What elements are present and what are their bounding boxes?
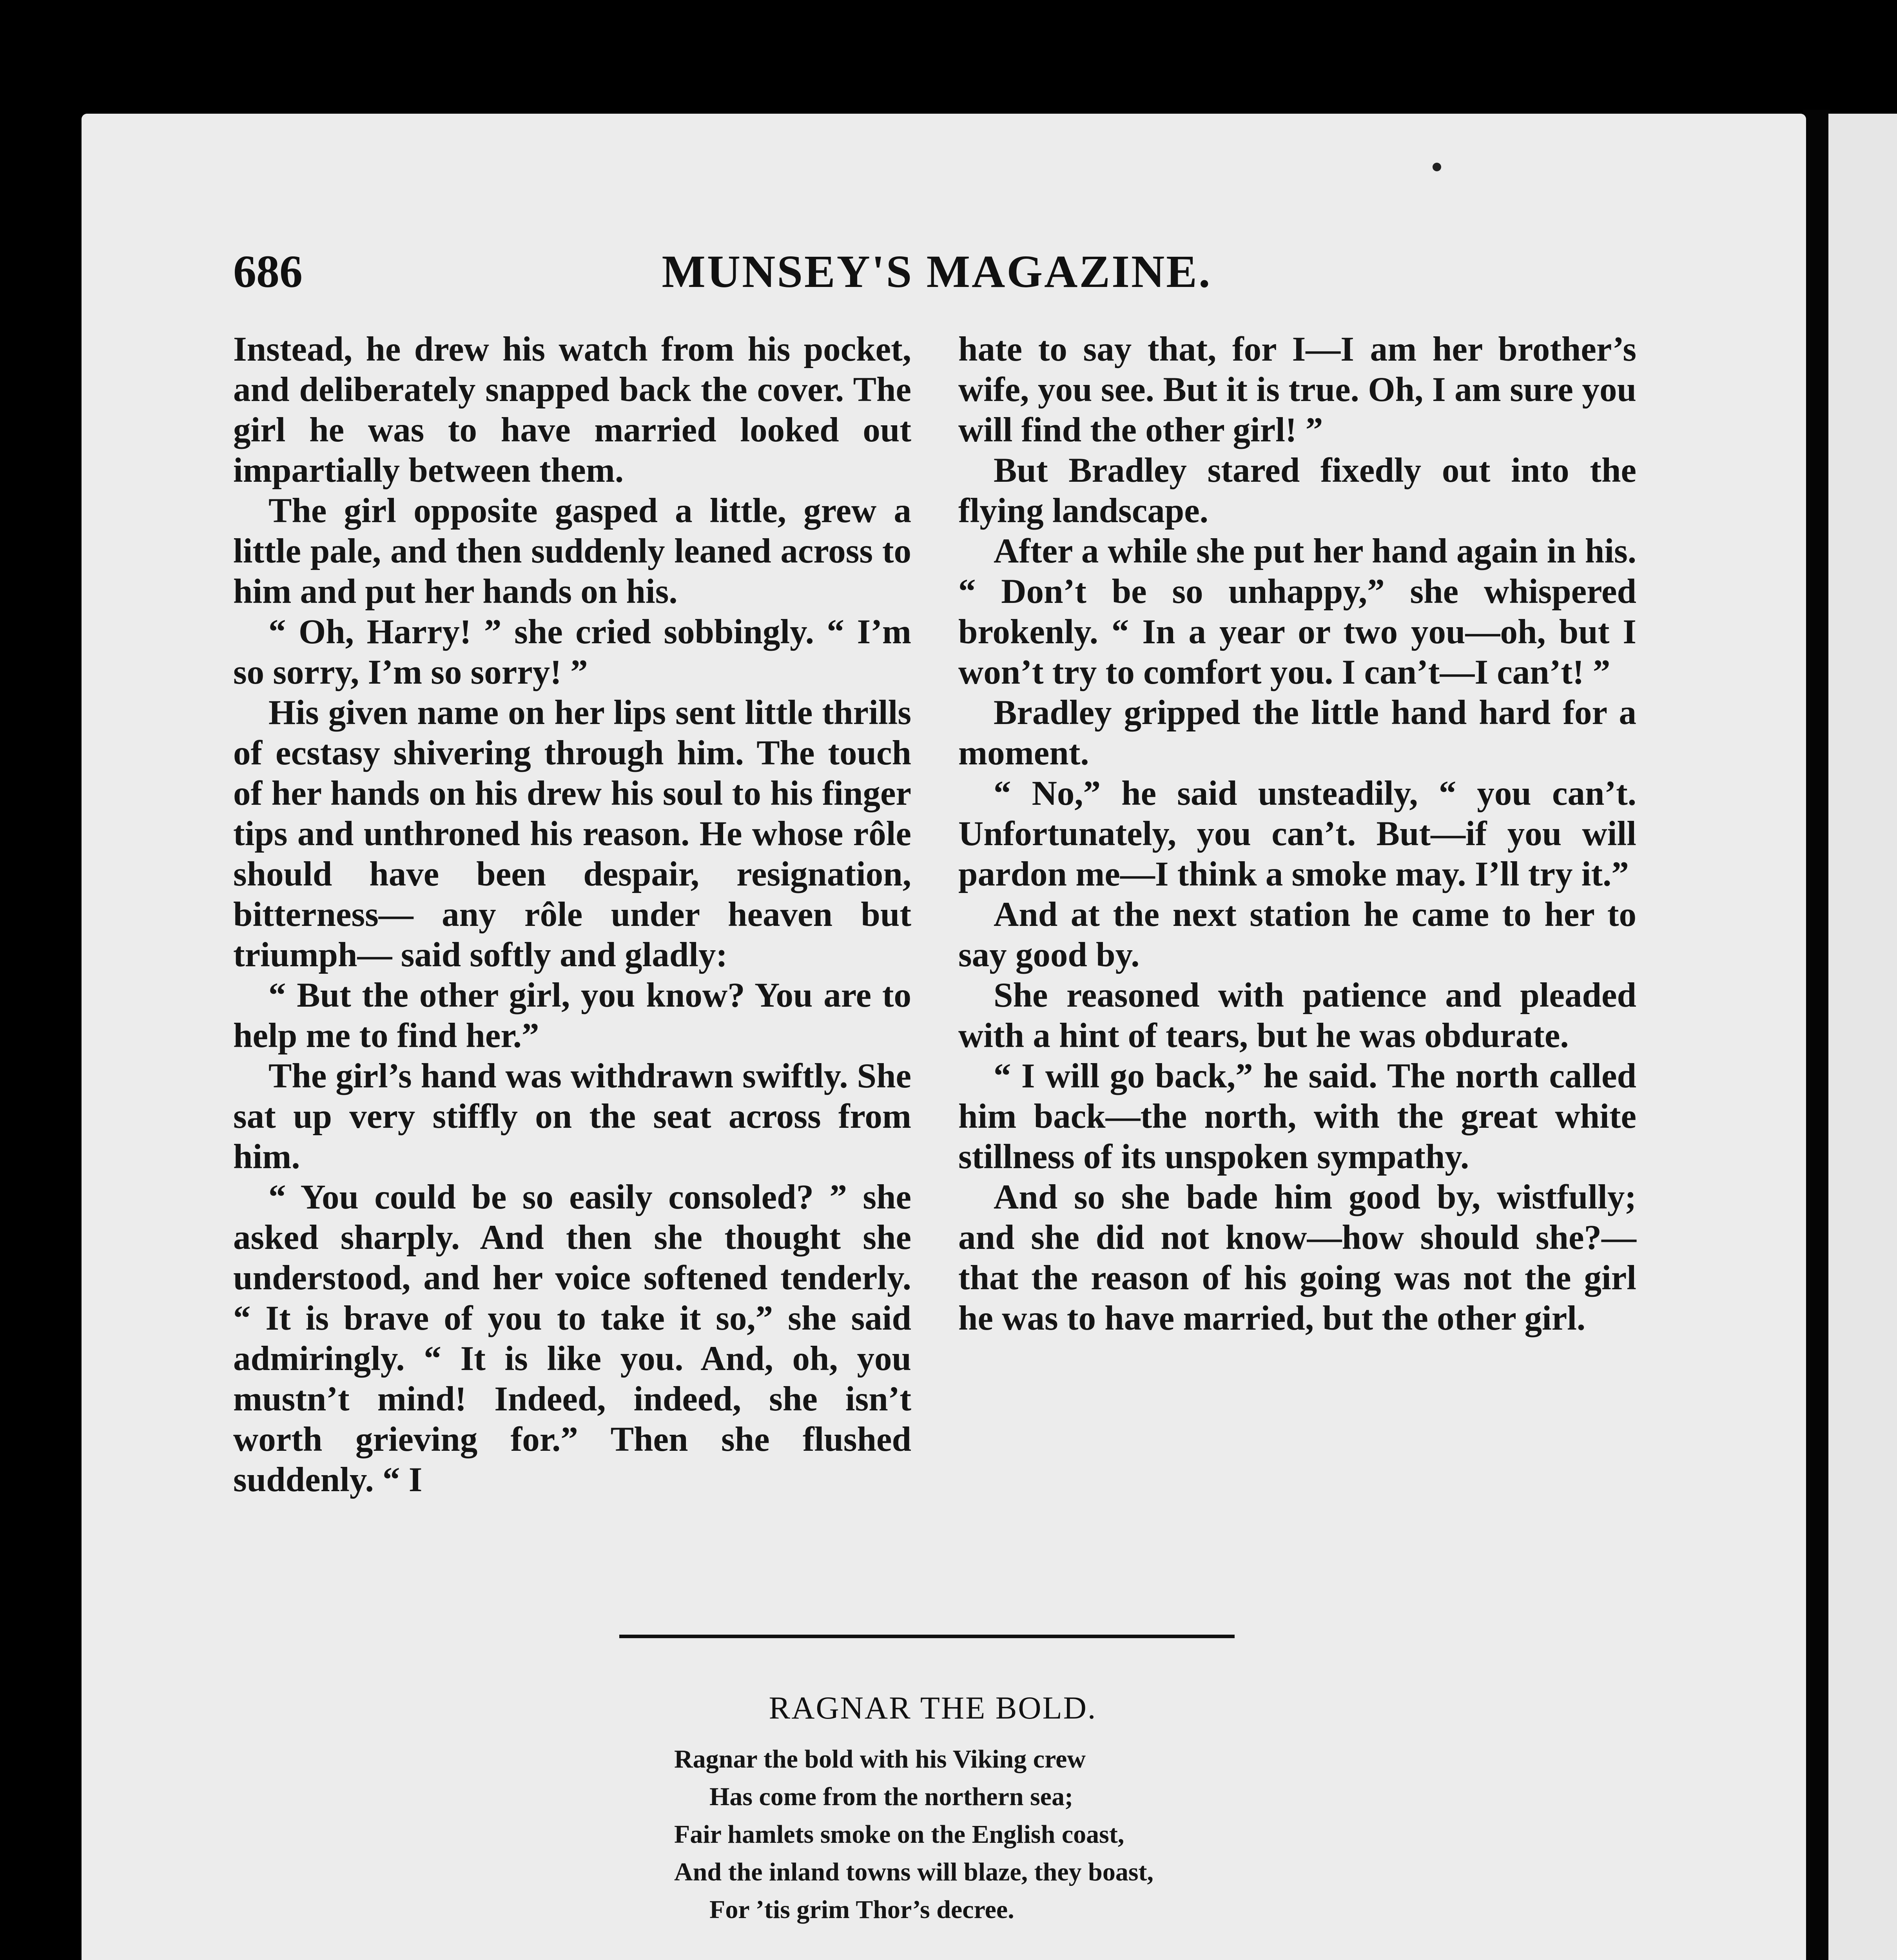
- paragraph: But Bradley stared fixedly out into the flying landscape.: [958, 451, 1636, 530]
- paragraph: She reasoned with patience and pleaded with a hint of tears, but he was obdurate.: [958, 976, 1636, 1055]
- paragraph: “ I will go back,” he said. The north called him back—the north, with the great white stillness of its unspoken sympathy.: [958, 1057, 1636, 1176]
- poem-line: For ’tis grim Thor’s decree.: [709, 1895, 1014, 1924]
- paragraph: Instead, he drew his watch from his pocket, and deliberately snapped back the cover. The girl he was to have married looked out impartially between them.: [233, 330, 911, 490]
- paragraph: The girl’s hand was withdrawn swiftly. She sat up very stiffly on the seat across from him.: [233, 1057, 911, 1176]
- poem-line: Fair hamlets smoke on the English coast,: [674, 1820, 1124, 1849]
- paragraph: After a while she put her hand again in his. “ Don’t be so unhappy,” she whispered brokenly. “ In a year or two you—oh, but I won’t try to comfort you. I can’t—I can’t! ”: [958, 532, 1636, 691]
- poem-line: Has come from the northern sea;: [709, 1782, 1074, 1811]
- running-head: MUNSEY'S MAGAZINE.: [662, 246, 1212, 297]
- left-text-column: [233, 329, 911, 1500]
- poem-body: [674, 1740, 1419, 1960]
- right-text-column: [958, 329, 1636, 1339]
- paragraph: “ Oh, Harry! ” she cried sobbingly. “ I’m so sorry, I’m so sorry! ”: [233, 613, 911, 691]
- paragraph: “ But the other girl, you know? You are to help me to find her.”: [233, 976, 911, 1055]
- paragraph: The girl opposite gasped a little, grew a little pale, and then suddenly leaned across to him and put her hands on his.: [233, 492, 911, 611]
- print-speck: [1433, 163, 1441, 171]
- poem-line: And the inland towns will blaze, they boast,: [674, 1858, 1154, 1886]
- page-number: 686: [233, 246, 303, 297]
- paragraph: His given name on her lips sent little thrills of ecstasy shivering through him. The touch of her hands on his drew his soul to his finger tips and unthroned his reason. He whose rôle should have been despair, resignation, bitterness— any rôle under heaven but triumph— said softly and gladly:: [233, 693, 911, 974]
- book-spine: [1803, 110, 1830, 1960]
- paragraph: Bradley gripped the little hand hard for a moment.: [958, 693, 1636, 772]
- section-divider: [619, 1635, 1235, 1638]
- paragraph: And so she bade him good by, wistfully; and she did not know—how should she?—that the reason of his going was not the girl he was to have married, but the other girl.: [958, 1178, 1636, 1338]
- page-header: [233, 245, 1640, 304]
- paragraph: “ You could be so easily consoled? ” she asked sharply. And then she thought she understood, and her voice softened tenderly. “ It is brave of you to take it so,” she said admiringly. “ It is like you. And, oh, you mustn’t mind! Indeed, indeed, she isn’t worth grieving for.” Then she flushed suddenly. “ I: [233, 1178, 911, 1499]
- paragraph: “ No,” he said unsteadily, “ you can’t. Unfortunately, you can’t. But—if you will pardon me—I think a smoke may. I’ll try it.”: [958, 774, 1636, 893]
- paragraph: hate to say that, for I—I am her brother’s wife, you see. But it is true. Oh, I am sure you will find the other girl! ”: [958, 330, 1636, 449]
- facing-page-edge: [1828, 114, 1897, 1960]
- poem-line: Ragnar the bold with his Viking crew: [674, 1745, 1086, 1773]
- paragraph: And at the next station he came to her to say good by.: [958, 895, 1636, 974]
- poem-title: RAGNAR THE BOLD.: [769, 1690, 1097, 1726]
- poem-stanza: [674, 1740, 1419, 1929]
